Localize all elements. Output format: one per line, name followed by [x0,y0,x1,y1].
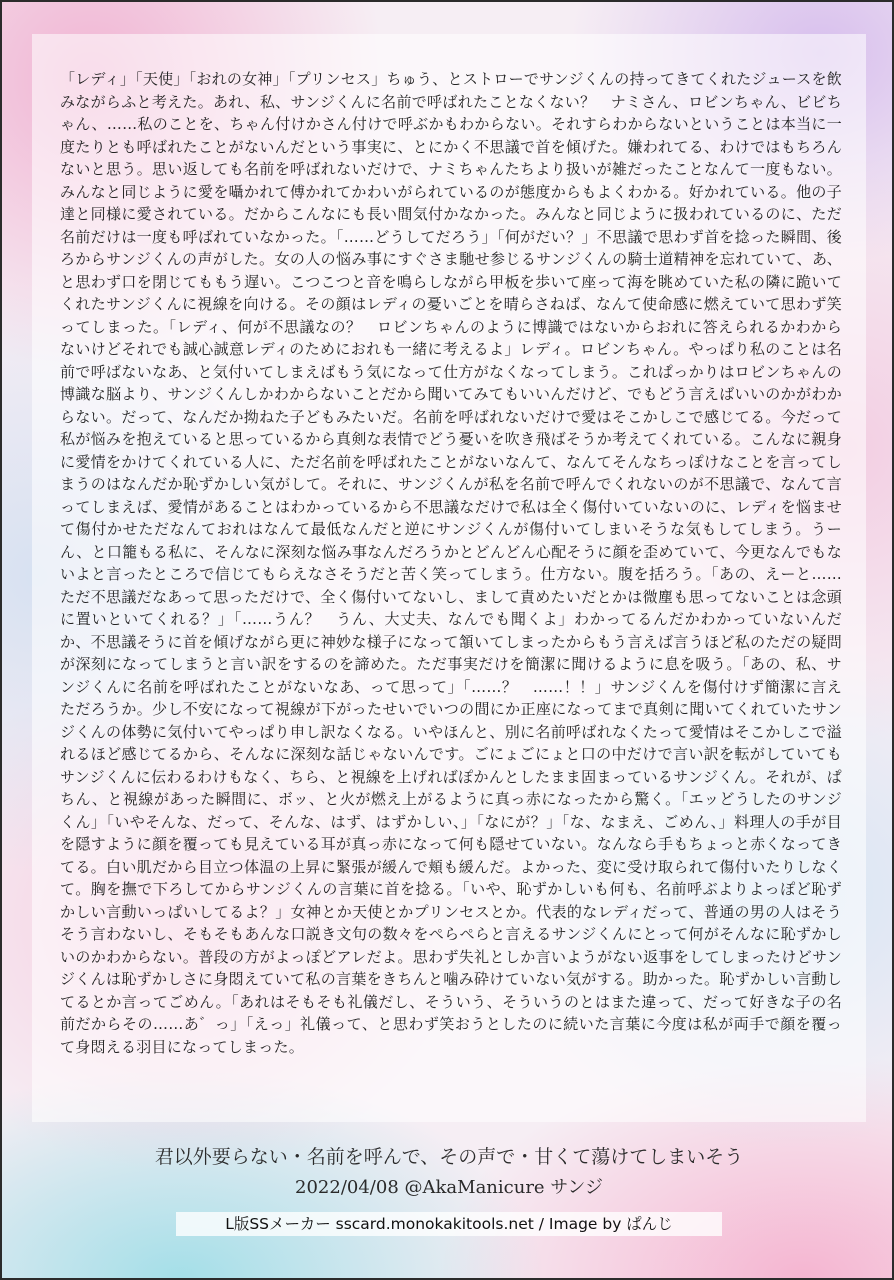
generator-credit: L版SSメーカー sscard.monokakitools.net / Image by ぱんじ [176,1212,722,1236]
story-date-author: 2022/04/08 @AkaManicure サンジ [295,1177,603,1198]
story-body-text: 「レディ」「天使」「おれの女神」「プリンセス」ちゅう、とストローでサンジくんの持ってきてくれたジュースを飲みながらふと考えた。あれ、私、サンジくんに名前で呼ばれたことなくない？ ナミさん、ロビンちゃん、ビビちゃん、……私のことを、ちゃん付けかさん付けで呼ぶかもわからない。それすらわからないということは本当に一度たりとも呼ばれたことがないんだという事実に、とにかく不思議で首を傾げた。嫌われてる、わけではもちろんないと思う。思い返しても名前を呼ばれないだけで、ナミちゃんたちより扱いが雑だったことなんて一度もない。みんなと同じように愛を囁かれて傅かれてかわいがられているのが態度からもよくわかる。好かれている。他の子達と同様に愛されている。だからこんなにも長い間気付かなかった。みんなと同じように扱われているのに、ただ名前だけは一度も呼ばれていなかった。「……どうしてだろう」「何がだい？」不思議で思わず首を捻った瞬間、後ろからサンジくんの声がした。女の人の悩み事にすぐさま馳せ参じるサンジくんの騎士道精神を忘れていて、あ、と思わず口を閉じてももう遅い。こつこつと音を鳴らしながら甲板を歩いて座って海を眺めていた私の隣に跪いてくれたサンジくんに視線を向ける。その顔はレディの憂いごとを晴らさねば、なんて使命感に燃えていて思わず笑ってしまった。「レディ、何が不思議なの？ ロビンちゃんのように博識ではないからおれに答えられるかわからないけどそれでも誠心誠意レディのためにおれも一緒に考えるよ」レディ。ロビンちゃん。やっぱり私のことは名前で呼ばないなあ、と気付いてしまえばもう気になって仕方がなくなってしまう。これぱっかりはロビンちゃんの博識な脳より、サンジくんしかわからないことだから聞いてみてもいいんだけど、でもどう言えばいいのかがわからない。だって、なんだか拗ねた子どもみたいだ。名前を呼ばれないだけで愛はそこかしこで感じてる。今だって私が悩みを抱えていると思っているから真剣な表情でどう憂いを吹き飛ばそうか考えてくれている。こんなに親身に愛情をかけてくれている人に、ただ名前を呼ばれたことがないなんて、なんてそんなちっぽけなことを言ってしまうのはなんだか恥ずかしい気がして。それに、サンジくんが私を名前で呼んでくれないのが不思議で、なんて言ってしまえば、愛情があることはわかっているから不思議なだけで私は全く傷付いていないのに、レディを悩ませて傷付かせただなんておれはなんて最低なんだと逆にサンジくんが傷付いてしまいそうな気もしてしまう。うーん、と口籠もる私に、そんなに深刻な悩み事なんだろうかとどんどん心配そうに顔を歪めていて、今更なんでもないよと言ったところで信じてもらえなさそうだと苦く笑ってしまう。仕方ない。腹を括ろう。「あの、えーと……ただ不思議だなあって思っただけで、全く傷付いてないし、まして責めたいだとかは微塵も思ってないことは念頭に置いといてくれる？」「……うん？ うん、大丈夫、なんでも聞くよ」わかってるんだかわかっていないんだか、不思議そうに首を傾げながら更に神妙な様子になって頷いてしまったからもう言えば言うほど私のただの疑問が深刻になってしまうと言い訳をするのを諦めた。ただ事実だけを簡潔に聞けるように息を吸う。「あの、私、サンジくんに名前を呼ばれたことがないなあ、って思って」「……？ ……！！」サンジくんを傷付けず簡潔に言えただろうか。少し不安になって視線が下がったせいでいつの間にか正座になってまで真剣に聞いてくれていたサンジくんの体勢に気付いてやっぱり申し訳なくなる。いやほんと、別に名前呼ばれなくたって愛情はそこかしこで溢れるほど感じてるから、そんなに深刻な話じゃないんです。ごにょごにょと口の中だけで言い訳を転がしていてもサンジくんに伝わるわけもなく、ちら、と視線を上げればぽかんとしたまま固まっているサンジくん。それが、ぱちん、と視線があった瞬間に、ボッ、と火が燃え上がるように真っ赤になったから驚く。「エッどうしたのサンジくん」「いやそんな、だって、そんな、はず、はずかしい、」「なにが？」「な、なまえ、ごめん、」料理人の手が目を隠すように顔を覆っても見えている耳が真っ赤になって何も隠せていない。なんなら手もちょっと赤くなってきてる。白い肌だから目立つ体温の上昇に緊張が緩んで頬も緩んだ。よかった、変に受け取られて傷付いたりしなくて。胸を撫で下ろしてからサンジくんの言葉に首を捻る。「いや、恥ずかしいも何も、名前呼ぶよりよっぽど恥ずかしい言動いっぱいしてるよ？」女神とか天使とかプリンセスとか。代表的なレディだって、普通の男の人はそうそう言わないし、そもそもあんな口説き文句の数々をぺらぺらと言えるサンジくんにとって何がそんなに恥ずかしいのかわからない。普段の方がよっぽどアレだよ。思わず失礼としか言いようがない返事をしてしまったけどサンジくんは恥ずかしさに身悶えていて私の言葉をきちんと噛み砕けていない気がする。助かった。恥ずかしい言動してるとか言ってごめん。「あれはそもそも礼儀だし、そういう、そういうのとはまた違って、だって好きな子の名前だからその……あ゛っ」「えっ」礼儀って、と思わず笑おうとしたのに続いた言葉に今度は私が両手で顔を覆って身悶える羽目になってしまった。 [60,70,842,1056]
story-title: 君以外要らない・名前を呼んで、その声で・甘くて蕩けてしまいそう [154,1146,744,1168]
